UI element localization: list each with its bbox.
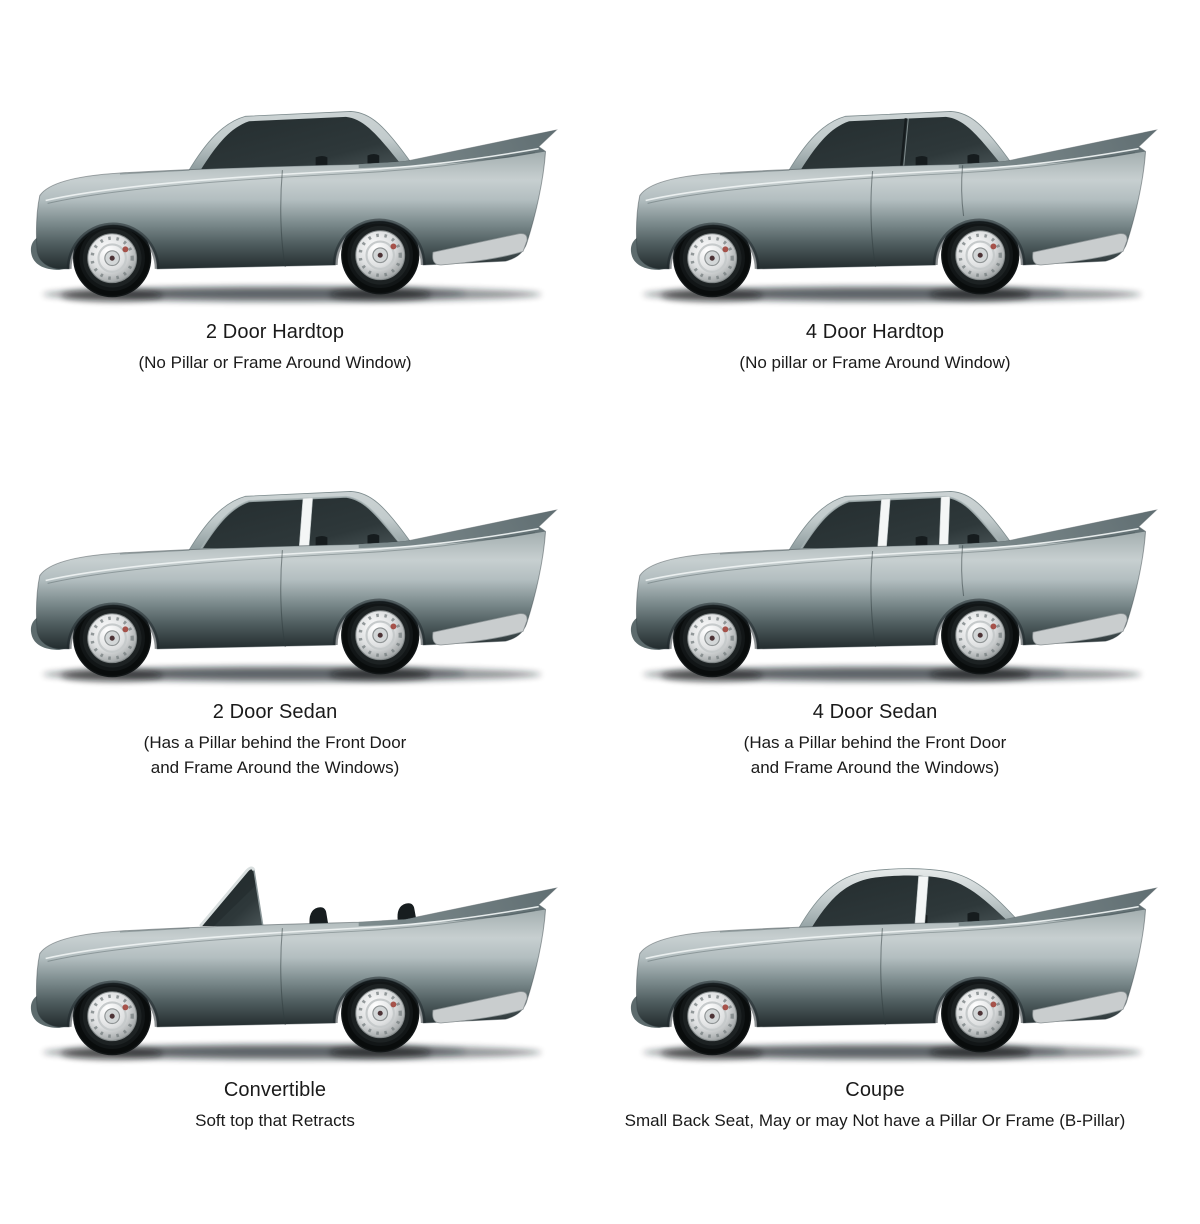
subtitle-line: and Frame Around the Windows) — [150, 757, 400, 777]
car-illustration-4-door-sedan — [626, 466, 1174, 691]
card-2-door-sedan — [0, 466, 600, 844]
card-title: 4 Door Hardtop — [805, 321, 945, 343]
car-drawing-hardtop4 — [626, 86, 1174, 311]
card-title: 4 Door Sedan — [812, 701, 938, 723]
subtitle-line: (No Pillar or Frame Around Window) — [138, 353, 412, 372]
caption — [600, 701, 1150, 780]
greenhouse — [788, 491, 1011, 551]
card-subtitle — [0, 351, 550, 376]
car-drawing-convertible — [26, 844, 574, 1069]
caption — [600, 1079, 1150, 1134]
card-4-door-sedan — [600, 466, 1200, 844]
subtitle-line: (No pillar or Frame Around Window) — [739, 353, 1011, 372]
car-illustration-2-door-sedan — [26, 466, 574, 691]
subtitle-line: Small Back Seat, May or may Not have a Pillar Or Frame (B-Pillar) — [624, 1111, 1126, 1130]
greenhouse — [188, 111, 411, 171]
car-illustration-4-door-hardtop — [626, 86, 1174, 311]
caption — [0, 701, 550, 780]
card-title: Coupe — [845, 1079, 905, 1101]
subtitle-line: and Frame Around the Windows) — [750, 757, 1000, 777]
car-illustration-coupe — [626, 844, 1174, 1069]
car-drawing-coupe — [626, 844, 1174, 1069]
card-coupe — [600, 844, 1200, 1224]
caption — [0, 1079, 550, 1134]
card-subtitle — [600, 1109, 1150, 1134]
car-drawing-sedan2 — [26, 466, 574, 691]
car-illustration-2-door-hardtop — [26, 86, 574, 311]
car-illustration-convertible — [26, 844, 574, 1069]
card-2-door-hardtop — [0, 86, 600, 466]
car-drawing-hardtop2 — [26, 86, 574, 311]
card-title: 2 Door Hardtop — [205, 321, 345, 343]
greenhouse — [788, 111, 1011, 171]
card-convertible — [0, 844, 600, 1224]
card-subtitle — [600, 731, 1150, 780]
greenhouse — [188, 491, 411, 551]
caption — [600, 321, 1150, 376]
card-subtitle — [600, 351, 1150, 376]
card-subtitle — [0, 1109, 550, 1134]
car-drawing-sedan4 — [626, 466, 1174, 691]
card-4-door-hardtop — [600, 86, 1200, 466]
card-title: Convertible — [223, 1079, 327, 1101]
caption — [0, 321, 550, 376]
card-subtitle — [0, 731, 550, 780]
subtitle-line: (Has a Pillar behind the Front Door — [143, 733, 407, 752]
subtitle-line: Soft top that Retracts — [195, 1111, 355, 1130]
card-title: 2 Door Sedan — [212, 701, 338, 723]
subtitle-line: (Has a Pillar behind the Front Door — [743, 733, 1007, 752]
